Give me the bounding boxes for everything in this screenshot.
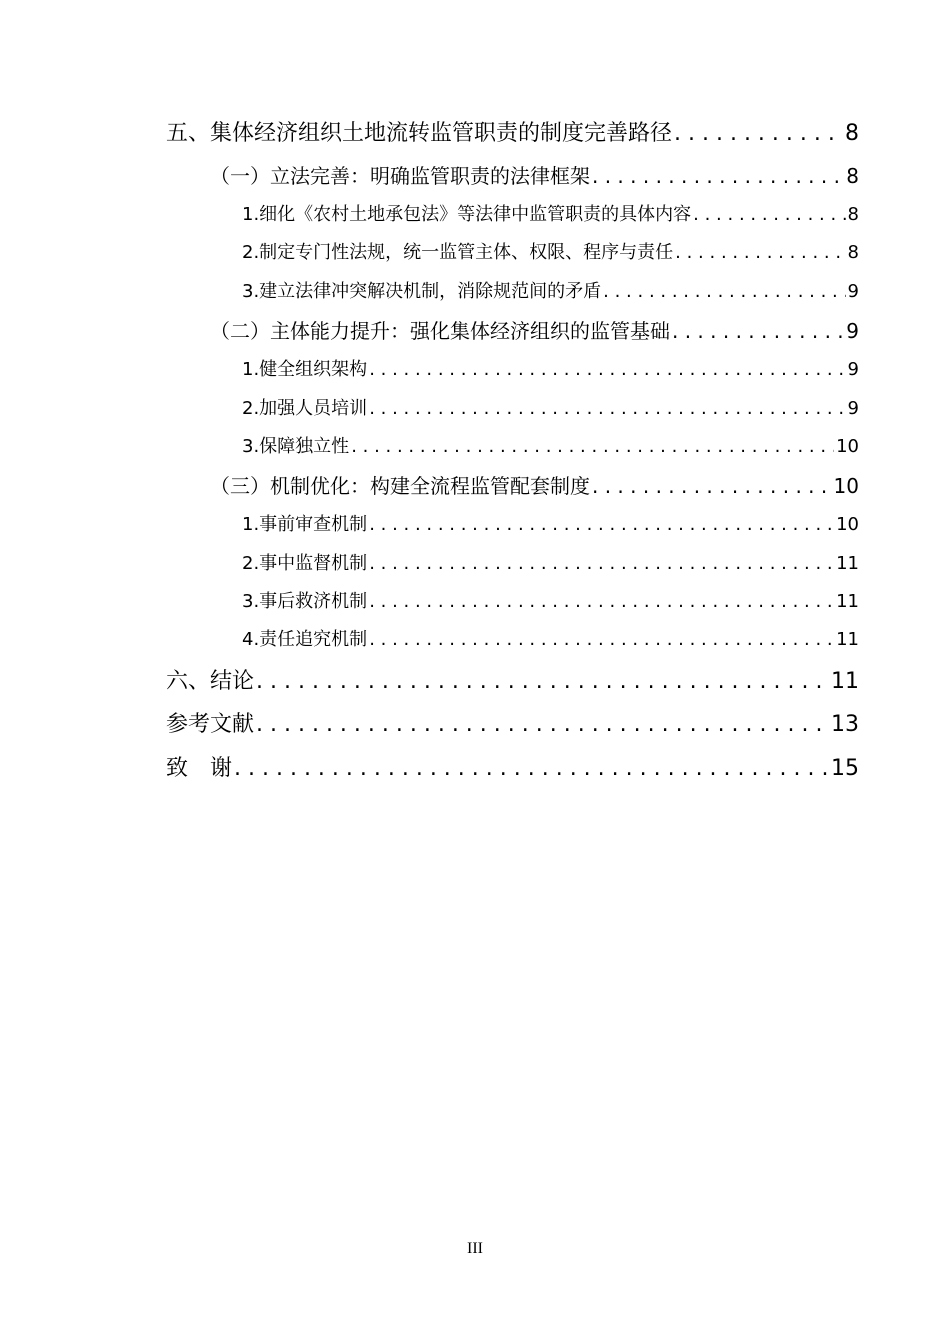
toc-leader-dots — [693, 204, 845, 225]
toc-entry[interactable] — [210, 160, 859, 189]
toc-entry-label: 1.健全组织架构 — [242, 359, 368, 380]
toc-entry[interactable] — [242, 510, 859, 536]
toc-entry-page: 9 — [847, 359, 859, 380]
toc-entry[interactable] — [242, 355, 859, 381]
toc-entry-label: 六、结论 — [166, 669, 255, 694]
toc-entry-label: 1.细化《农村土地承包法》等法律中监管职责的具体内容 — [242, 204, 692, 225]
toc-entry-label: 致 谢 — [166, 756, 233, 781]
toc-leader-dots — [672, 319, 844, 343]
toc-leader-dots — [603, 281, 845, 302]
toc-entry-label: （二）主体能力提升：强化集体经济组织的监管基础 — [210, 319, 670, 343]
toc-entry-page: 11 — [836, 591, 859, 612]
toc-entry[interactable] — [166, 707, 859, 738]
toc-entry-page: 11 — [831, 669, 859, 694]
toc-leader-dots — [592, 474, 832, 498]
toc-entry-page: 9 — [846, 319, 859, 343]
toc-entry-label: 3.建立法律冲突解决机制，消除规范间的矛盾 — [242, 281, 602, 302]
toc-entry-page: 9 — [847, 398, 859, 419]
toc-leader-dots — [369, 514, 834, 535]
toc-entry-page: 8 — [847, 242, 859, 263]
toc-entry-label: 1.事前审查机制 — [242, 514, 368, 535]
toc-entry-page: 10 — [836, 514, 859, 535]
toc-leader-dots — [256, 712, 829, 737]
toc-entry[interactable] — [242, 625, 859, 651]
toc-entry-page: 11 — [836, 629, 859, 650]
toc-entry[interactable] — [242, 587, 859, 613]
toc-entry-label: 五、集体经济组织土地流转监管职责的制度完善路径 — [166, 121, 673, 146]
toc-entry-label: 2.制定专门性法规，统一监管主体、权限、程序与责任 — [242, 242, 674, 263]
toc-entry-label: 3.事后救济机制 — [242, 591, 368, 612]
toc-entry[interactable] — [166, 664, 859, 695]
toc-entry[interactable] — [242, 549, 859, 575]
toc-leader-dots — [675, 242, 845, 263]
toc-leader-dots — [369, 359, 845, 380]
toc-leader-dots — [351, 436, 834, 457]
toc-leader-dots — [674, 121, 843, 146]
toc-entry-label: 2.事中监督机制 — [242, 553, 368, 574]
toc-entry-label: 参考文献 — [166, 712, 255, 737]
toc-entry-page: 10 — [836, 436, 859, 457]
toc-entry[interactable] — [242, 277, 859, 303]
toc-entry-page: 8 — [847, 204, 859, 225]
toc-entry-page: 9 — [847, 281, 859, 302]
toc-leader-dots — [592, 164, 844, 188]
toc-entry[interactable] — [166, 116, 859, 147]
toc-entry-label: 4.责任追究机制 — [242, 629, 368, 650]
toc-leader-dots — [234, 756, 829, 781]
toc-leader-dots — [256, 669, 829, 694]
toc-leader-dots — [369, 591, 834, 612]
toc-entry-page: 13 — [831, 712, 859, 737]
toc-entry[interactable] — [242, 394, 859, 420]
toc-entry-page: 8 — [845, 121, 859, 146]
toc-leader-dots — [369, 629, 834, 650]
toc-entry-label: （三）机制优化：构建全流程监管配套制度 — [210, 474, 590, 498]
toc-entry-label: 2.加强人员培训 — [242, 398, 368, 419]
toc-entry-page: 8 — [846, 164, 859, 188]
toc-entry-page: 11 — [836, 553, 859, 574]
toc-entry-page: 10 — [833, 474, 859, 498]
toc-entry[interactable] — [210, 470, 859, 499]
toc-entry[interactable] — [210, 315, 859, 344]
toc-leader-dots — [369, 553, 834, 574]
toc-entry[interactable] — [242, 200, 859, 226]
page-number: III — [467, 1240, 483, 1257]
toc-entry-label: （一）立法完善：明确监管职责的法律框架 — [210, 164, 590, 188]
toc-entry-label: 3.保障独立性 — [242, 436, 350, 457]
toc-entry[interactable] — [166, 751, 859, 782]
toc-entry-page: 15 — [831, 756, 859, 781]
toc-leader-dots — [369, 398, 845, 419]
toc-entry[interactable] — [242, 432, 859, 458]
toc-entry[interactable] — [242, 238, 859, 264]
